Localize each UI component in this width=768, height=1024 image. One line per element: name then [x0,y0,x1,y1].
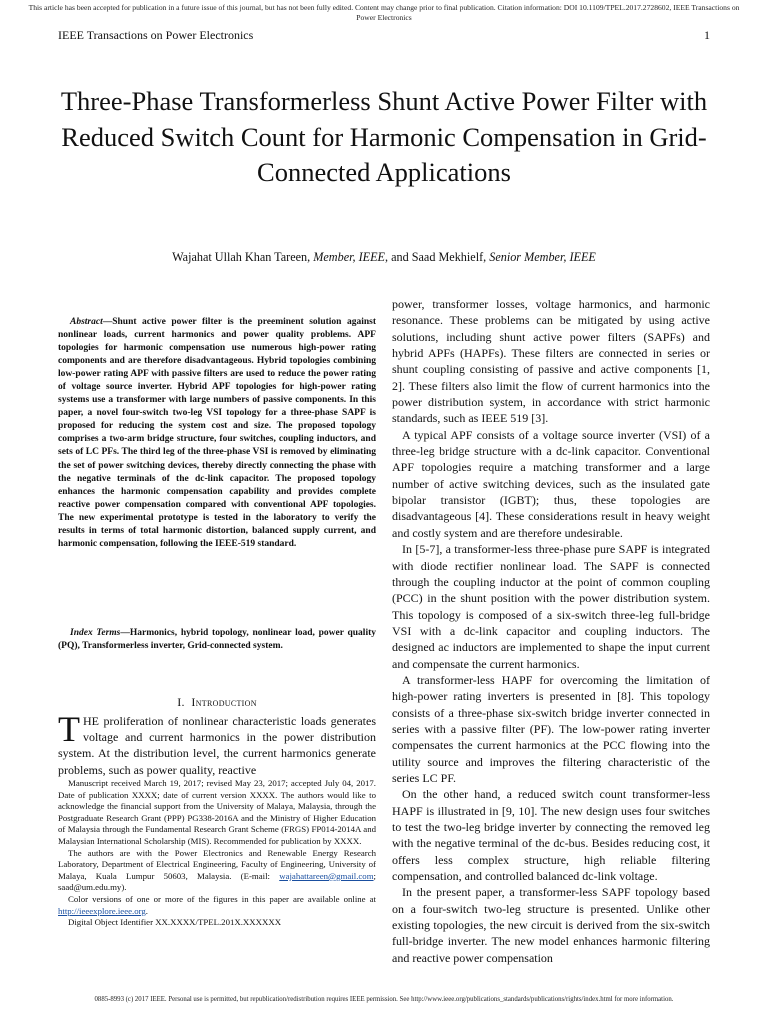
copyright-notice: 0885-8993 (c) 2017 IEEE. Personal use is permitted, but republication/redistribution requires IEEE permission. See http://www.ieee.org/publications_standards/publications/rights/index.html for more information. [94,996,674,1003]
intro-paragraph [58,709,376,778]
footnote-color: Color versions of one or more of the figures in this paper are available online at http://ieeexplore.ieee.org. [58,893,376,916]
index-terms-text: Harmonics, hybrid topology, nonlinear load, power quality (PQ), Transformerless inverter, Grid-connected system. [58,628,376,652]
section-number: I. [177,695,185,709]
section-heading [58,695,376,710]
footnote-affiliation: The authors are with the Power Electronics and Renewable Energy Research Laboratory, Department of Electrical Engineering, Faculty of Engineering, University of Malaya, Kuala Lumpur 50603, Malaysia. (E-mail: wajahattareen@gmail.com; saad@um.edu.my). [58,847,376,893]
section-title: Introduction [191,695,257,709]
ieeexplore-link[interactable]: http://ieeexplore.ieee.org [58,905,146,916]
author-line [60,250,708,265]
footnote-manuscript: Manuscript received March 19, 2017; revised May 23, 2017; accepted July 04, 2017. Date of publication XXXX; date of current version XXXX. The authors would like to acknowledge the financial support from the University of Malaya, Malaysia, through the Postgraduate Research Grant (PPP) PG338-2016A and the Ministry of Higher Education of Malaysia through the Fundamental Research Grant Scheme (FRGS) FP014-2014A and Malaysian International Scholarship (MIS). Recommended for publication by XXXX. [58,778,376,846]
right-paragraph-2: A typical APF consists of a voltage source inverter (VSI) of a three-leg bridge structure with a dc-link capacitor. Conventional APF topologies require a matching transformer and a large number of active switching devices, such as the insulated gate bipolar transistor (IGBT); thus, these topologies are disadvantageous [4]. These considerations result in heavy weight and costly system and are therefore undesirable. [392,427,710,540]
publication-notice: This article has been accepted for publication in a future issue of this journal, but has not been fully edited. Content may change prior to final publication. Citation information: DOI 10.1109/TPEL.2017.2728602, IEEE Transactions on Power Electronics [28,3,740,22]
running-head: IEEE Transactions on Power Electronics [58,28,254,42]
right-paragraph-5: On the other hand, a reduced switch count transformer-less HAPF is illustrated in [9, 10]. The new design uses four switches to test the two-leg bridge inverter by connecting the removed leg with the negative terminal of the dc-bus. Besides reducing cost, it offers less complex structure, high reliable filtering compensation, and controlled balanced dc-link voltage. [392,787,710,884]
right-paragraph-1: power, transformer losses, voltage harmonics, and harmonic resonance. These problems can be mitigated by using active solutions, including shunt active power filters (SAPFs) and hybrid APFs (HAPFs). These filters are connected in series or shunt coupling consisting of passive and active components [1, 2]. These filters also limit the flow of current harmonics into the power distribution system, in accordance with strict harmonic standards, such as IEEE 519 [3]. [392,297,710,426]
abstract [58,316,376,551]
index-terms-label: Index Terms [70,628,121,638]
footnote [58,778,376,929]
author-2-role: Senior Member, IEEE [489,250,596,264]
author-joiner: , and Saad Mekhielf, [384,250,490,264]
paper-title: Three-Phase Transformerless Shunt Active Power Filter with Reduced Switch Count for Harmonic Compensation in Grid-Connected Applications [60,86,708,187]
intro-caps: HE [83,714,99,728]
drop-cap: T [58,709,80,749]
email-link[interactable]: wajahattareen@gmail.com [279,870,374,881]
author-1-role: Member, IEEE [313,250,385,264]
abstract-text: Shunt active power filter is the preeminent solution against nonlinear loads, current harmonics and power quality problems. APF topologies for harmonic compensation use numerous high-power rating components and are therefore disadvantageous. Hybrid topologies combining low-power rating APF with passive filters are used to reduce the power rating of voltage source inverter. Hybrid APF topologies for high-power rating systems use a transformer with large numbers of passive components. In this paper, a novel four-switch two-leg VSI topology for a three-phase SAPF is proposed for reducing the system cost and size. The proposed topology comprises a two-arm bridge structure, four switches, coupling inductors, and sets of LC PFs. The third leg of the three-phase VSI is removed by eliminating the set of power switching devices, thereby directly connecting the phase with the negative terminals of the dc-link capacitor. The proposed topology enhances the harmonic compensation capability and provides complete reactive power compensation compared with conventional APF topologies. The new experimental prototype is tested in the laboratory to verify the results in terms of total harmonic distortion, balanced supply current, and harmonic compensation, following the IEEE-519 standard. [58,317,376,549]
index-terms [58,627,376,653]
right-paragraph-4: A transformer-less HAPF for overcoming the limitation of high-power rating inverters is presented in [8]. This topology consists of a three-phase six-switch bridge inverter connected in series with a passive filter (PF). The low-power rating inverter compensates the current harmonics at the PCC flowing into the utility source and improves the filtering characteristic of the series LC PF. [392,672,710,785]
right-paragraph-6: In the present paper, a transformer-less SAPF topology based on a four-switch two-leg structure is presented. Unlike other existing topologies, the new circuit is derived from the six-switch full-bridge inverter. The new model enhances harmonic filtering and reactive power compensation [392,885,710,965]
right-paragraph-3: In [5-7], a transformer-less three-phase pure SAPF is integrated with diode rectifier nonlinear load. The SAPF is connected through the coupling inductor at the point of common coupling (PCC) in the shunt position with the power distribution system. This topology is composed of a six-switch three-leg full-bridge VSI with a dc-link capacitor and coupling inductors. The designed ac inductors are implemented to shape the input current and compensate the current harmonics. [392,542,710,671]
abstract-label: Abstract [70,317,103,327]
right-column [392,296,710,966]
footnote-doi: Digital Object Identifier XX.XXXX/TPEL.201X.XXXXXX [68,917,282,928]
intro-text: proliferation of nonlinear characteristic loads generates voltage and current harmonics in the power distribution system. At the distribution level, the current harmonics generate problems, such as power quality, reactive [58,714,376,777]
abstract-dash: — [102,317,113,327]
author-1: Wajahat Ullah Khan Tareen, [172,250,314,264]
index-terms-dash: — [120,628,130,638]
page-number: 1 [704,28,710,42]
